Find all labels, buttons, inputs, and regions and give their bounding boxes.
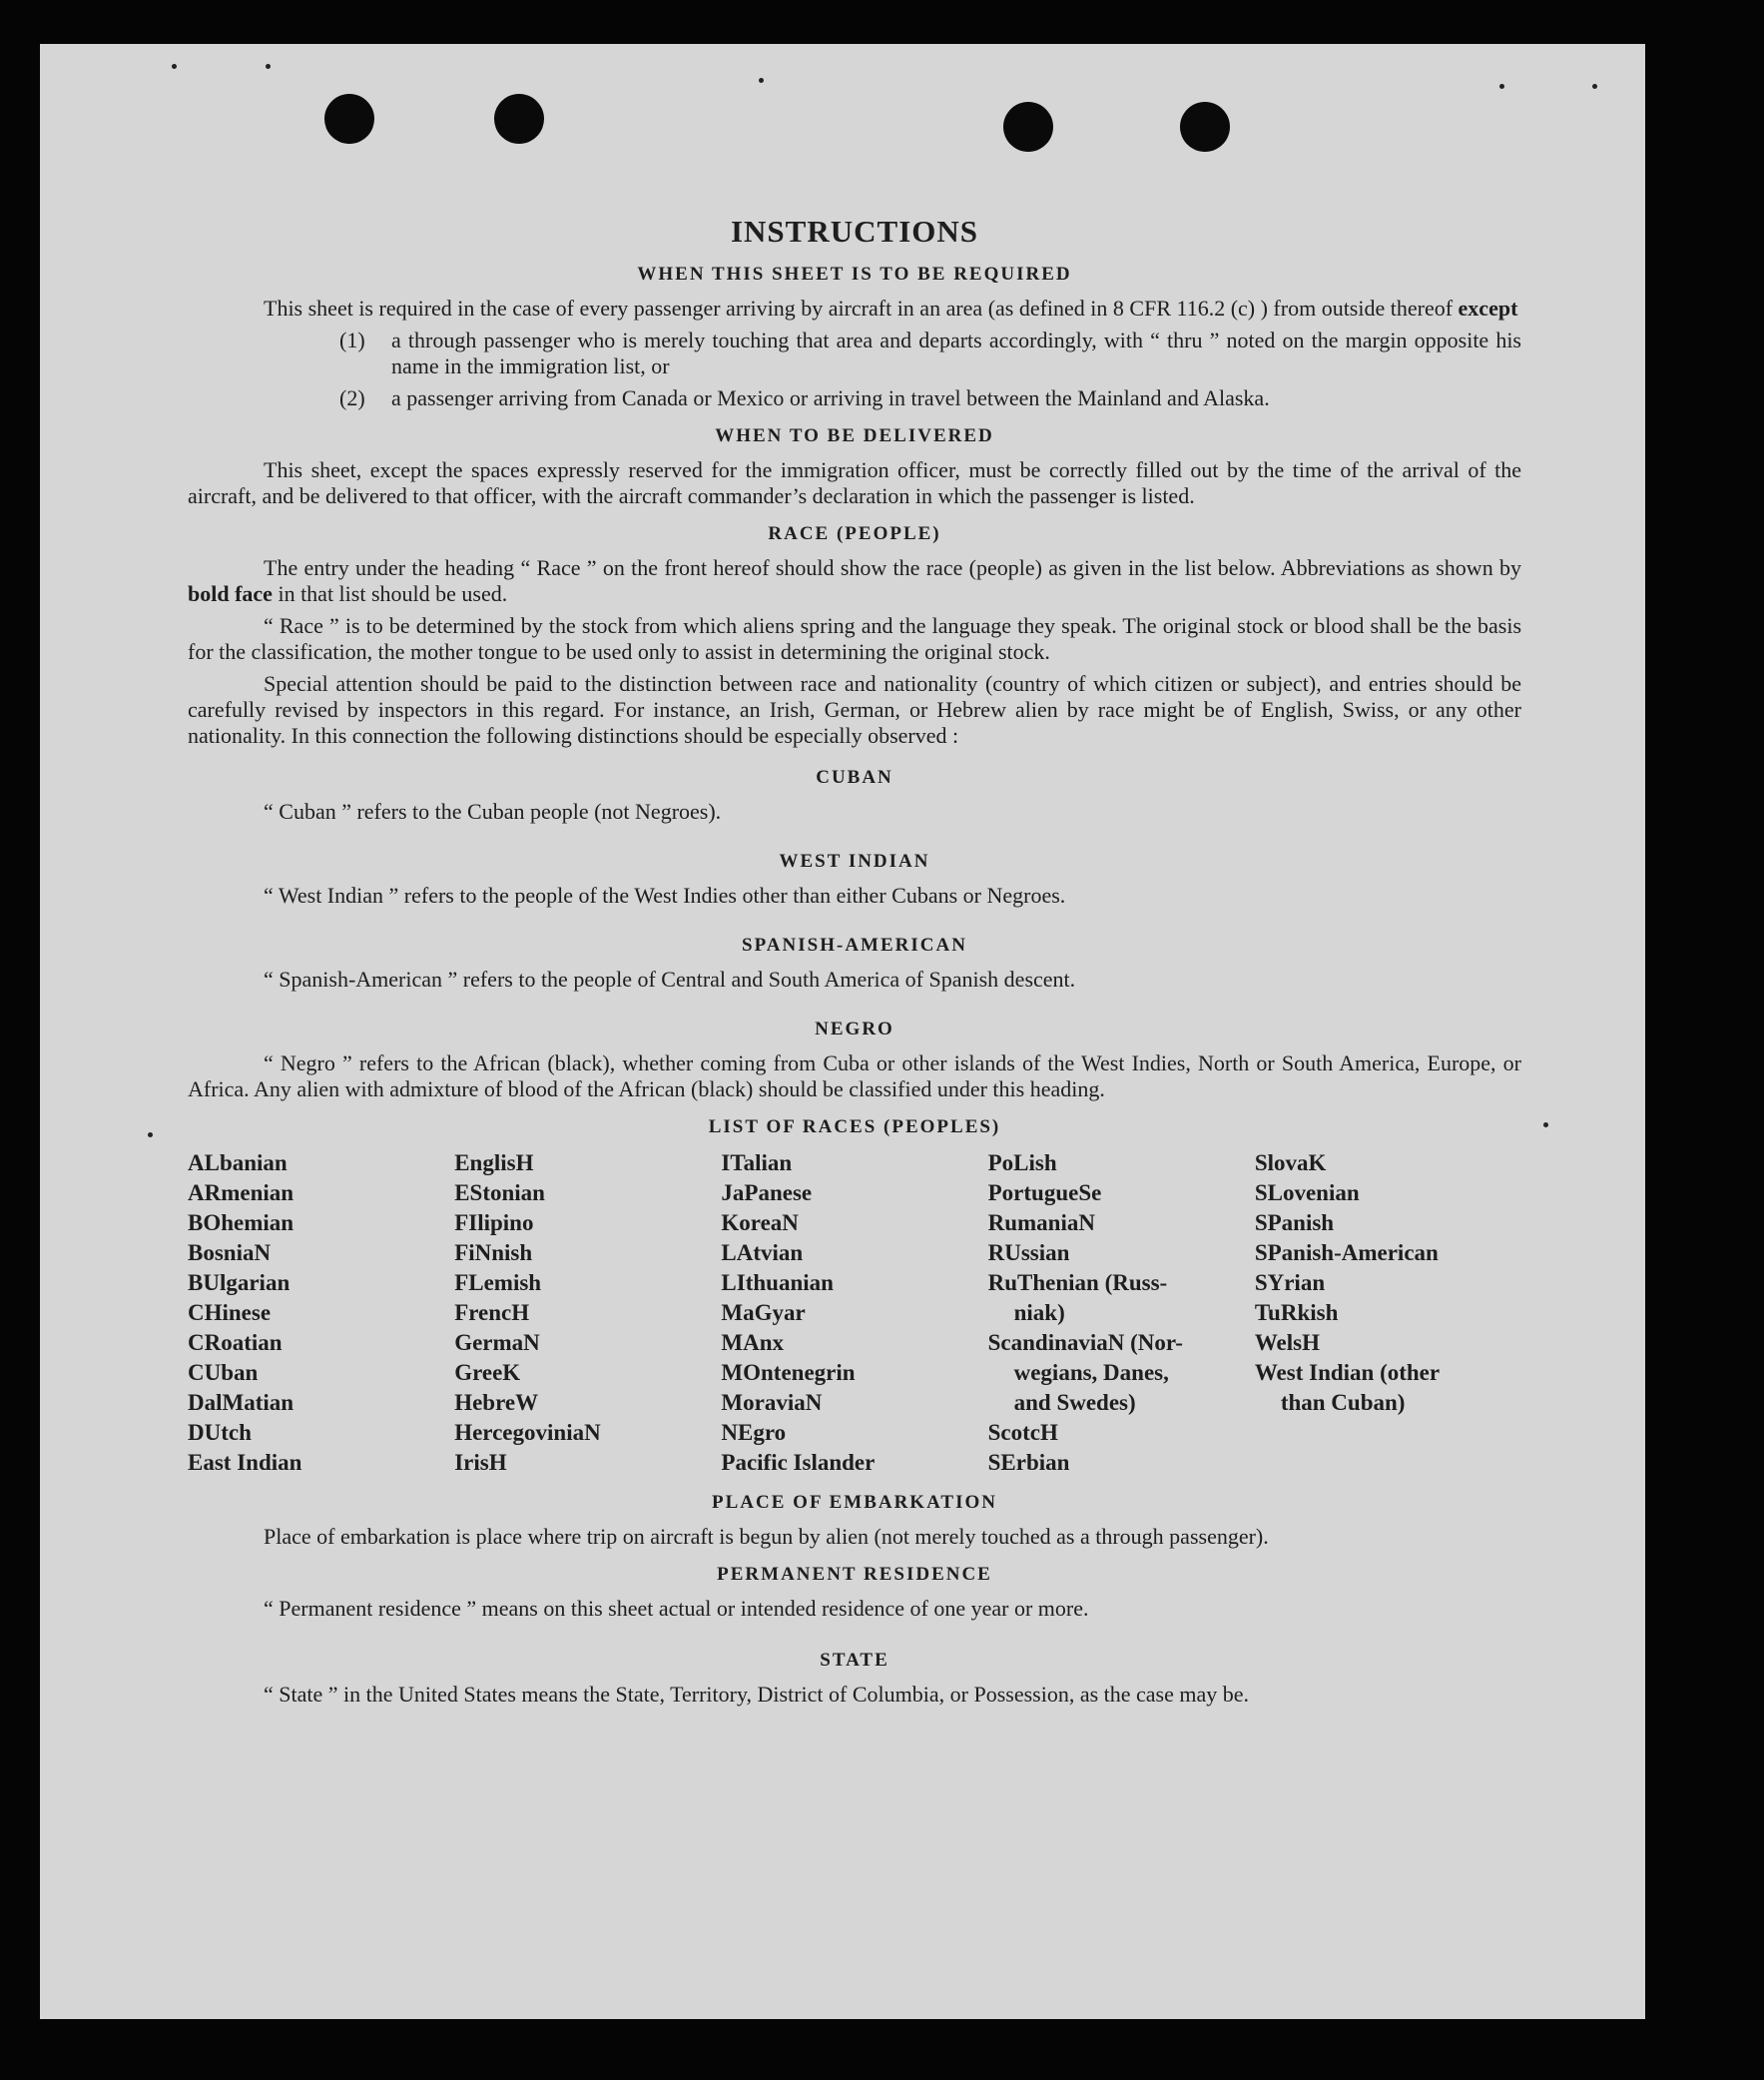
speck-mark	[1499, 84, 1504, 89]
instructions-content	[188, 170, 1521, 1708]
state-text: “ State ” in the United States means the State, Territory, District of Columbia, or Possession, as the case may be.	[264, 1682, 1250, 1707]
race-entry: DalMatian	[188, 1390, 294, 1415]
section-heading-when-required: WHEN THIS SHEET IS TO BE REQUIRED	[637, 264, 1072, 285]
section-heading-race: RACE (PEOPLE)	[768, 523, 941, 544]
punch-hole	[324, 94, 374, 144]
race-paragraph-2: “ Race ” is to be determined by the stock from which aliens spring and the language they speak. The original stock or blood shall be the basis for the classification, the mother tongue to be used only to assist in determining the original stock.	[188, 613, 1521, 664]
race-entry: niak)	[1013, 1300, 1065, 1325]
section-heading-spanish-american: SPANISH-AMERICAN	[742, 935, 967, 956]
race-entry: MoraviaN	[721, 1390, 823, 1415]
race-entry: SPanish-American	[1254, 1240, 1439, 1265]
race-entry: West Indian (other	[1254, 1360, 1441, 1385]
when-required-intro: This sheet is required in the case of every passenger arriving by aircraft in an area (as defined in 8 CFR 116.2 (c) ) from outside thereof	[264, 296, 1454, 321]
race-entry: IrisH	[454, 1450, 507, 1475]
race-entry: CUban	[188, 1360, 259, 1385]
race-entry: PortugueSe	[987, 1180, 1102, 1205]
race-entry: NEgro	[721, 1420, 787, 1445]
speck-mark	[759, 78, 764, 83]
exception-number: (2)	[339, 385, 365, 410]
race-column	[454, 1148, 721, 1478]
residence-text: “ Permanent residence ” means on this sheet actual or intended residence of one year or more.	[264, 1596, 1089, 1621]
race-entry: PoLish	[987, 1150, 1057, 1175]
race-entry: GreeK	[454, 1360, 521, 1385]
punch-hole	[1003, 102, 1053, 152]
section-heading-cuban: CUBAN	[816, 767, 893, 788]
race-entry: BUlgarian	[188, 1270, 291, 1295]
speck-mark	[266, 64, 271, 69]
race-entry: ScotcH	[987, 1420, 1058, 1445]
section-heading-west-indian: WEST INDIAN	[779, 851, 930, 872]
race-entry: EStonian	[454, 1180, 545, 1205]
race-entry: ScandinaviaN (Nor-	[987, 1330, 1183, 1355]
race-paragraph-1	[188, 555, 1521, 607]
race-entry: GermaN	[454, 1330, 540, 1355]
race-entry: and Swedes)	[1013, 1390, 1136, 1415]
race-entry: FIlipino	[454, 1210, 534, 1235]
race-column	[1255, 1148, 1521, 1478]
race-entry: BosniaN	[188, 1240, 272, 1265]
race-p1-tail: in that list should be used.	[278, 581, 508, 606]
race-entry: SErbian	[987, 1450, 1070, 1475]
race-entry: WelsH	[1254, 1330, 1320, 1355]
when-required-text	[188, 296, 1521, 322]
race-entry: ARmenian	[188, 1180, 294, 1205]
race-entry: CRoatian	[188, 1330, 283, 1355]
race-entry: RUssian	[987, 1240, 1070, 1265]
race-entry: HebreW	[454, 1390, 539, 1415]
bold-face-text: bold face	[188, 581, 273, 606]
section-heading-negro: NEGRO	[815, 1019, 894, 1040]
section-heading-race-list: LIST OF RACES (PEOPLES)	[708, 1116, 1001, 1137]
race-list	[188, 1148, 1521, 1478]
race-entry: KoreaN	[721, 1210, 799, 1235]
cuban-text: “ Cuban ” refers to the Cuban people (not Negroes).	[264, 799, 722, 824]
race-column	[188, 1148, 454, 1478]
race-entry: FLemish	[454, 1270, 542, 1295]
race-entry: MAnx	[721, 1330, 785, 1355]
race-entry: East Indian	[188, 1450, 302, 1475]
race-entry: FiNnish	[454, 1240, 533, 1265]
section-heading-embarkation: PLACE OF EMBARKATION	[712, 1492, 997, 1513]
race-entry: SPanish	[1254, 1210, 1335, 1235]
race-entry: SLovenian	[1254, 1180, 1360, 1205]
race-entry: JaPanese	[721, 1180, 813, 1205]
race-entry: ITalian	[721, 1150, 793, 1175]
race-entry: DUtch	[188, 1420, 252, 1445]
when-delivered-text: This sheet, except the spaces expressly reserved for the immigration officer, must be correctly filled out by the time of the arrival of the aircraft, and be delivered to that officer, with the aircraft commander’s declaration in which the passenger is listed.	[188, 457, 1521, 508]
punch-hole	[1180, 102, 1230, 152]
speck-mark	[172, 64, 177, 69]
race-entry: Pacific Islander	[721, 1450, 876, 1475]
speck-mark	[1543, 1122, 1548, 1127]
race-entry: RuThenian (Russ-	[987, 1270, 1168, 1295]
section-heading-when-delivered: WHEN TO BE DELIVERED	[715, 425, 994, 446]
negro-text: “ Negro ” refers to the African (black), whether coming from Cuba or other islands of the West Indies, North or South America, Europe, or Africa. Any alien with admixture of blood of the African (black) should be classified under this heading.	[188, 1050, 1521, 1101]
race-entry: than Cuban)	[1280, 1390, 1406, 1415]
race-entry: BOhemian	[188, 1210, 294, 1235]
page-title: INSTRUCTIONS	[730, 214, 978, 249]
race-entry: MaGyar	[721, 1300, 806, 1325]
except-bold: except	[1458, 296, 1518, 321]
section-heading-state: STATE	[820, 1650, 889, 1671]
exception-text: a passenger arriving from Canada or Mexico or arriving in travel between the Mainland and Alaska.	[391, 385, 1270, 410]
speck-mark	[148, 1132, 153, 1137]
race-p1-text: The entry under the heading “ Race ” on the front hereof should show the race (people) as given in the list below. Abbreviations as shown by	[264, 555, 1521, 580]
race-entry: TuRkish	[1254, 1300, 1339, 1325]
document-sheet	[40, 44, 1645, 2019]
race-entry: FrencH	[454, 1300, 530, 1325]
spanish-american-text: “ Spanish-American ” refers to the people of Central and South America of Spanish descent.	[264, 967, 1076, 992]
race-entry: RumaniaN	[987, 1210, 1095, 1235]
speck-mark	[1592, 84, 1597, 89]
race-entry: CHinese	[188, 1300, 272, 1325]
west-indian-text: “ West Indian ” refers to the people of the West Indies other than either Cubans or Negroes.	[264, 883, 1066, 908]
race-column	[721, 1148, 987, 1478]
race-entry: ALbanian	[188, 1150, 288, 1175]
race-entry: EnglisH	[454, 1150, 534, 1175]
embarkation-text: Place of embarkation is place where trip on aircraft is begun by alien (not merely touched as a through passenger).	[264, 1524, 1269, 1549]
race-entry: LAtvian	[721, 1240, 804, 1265]
exception-item	[339, 385, 1521, 411]
race-entry: SYrian	[1254, 1270, 1326, 1295]
exception-item	[339, 328, 1521, 379]
punch-hole	[494, 94, 544, 144]
exception-text: a through passenger who is merely touching that area and departs accordingly, with “ thru ” noted on the margin opposite his name in the immigration list, or	[391, 328, 1521, 378]
race-entry: wegians, Danes,	[1013, 1360, 1169, 1385]
exception-number: (1)	[339, 328, 365, 352]
race-entry: LIthuanian	[721, 1270, 834, 1295]
race-column	[988, 1148, 1255, 1478]
race-paragraph-3: Special attention should be paid to the distinction between race and nationality (country of which citizen or subject), and entries should be carefully revised by inspectors in this regard. For instance, an Irish, German, or Hebrew alien by race might be of English, Swiss, or any other nationality. In this connection the following distinctions should be especially observed :	[188, 671, 1521, 748]
race-entry: MOntenegrin	[721, 1360, 856, 1385]
race-entry: HercegoviniaN	[454, 1420, 601, 1445]
race-entry: SlovaK	[1254, 1150, 1327, 1175]
section-heading-residence: PERMANENT RESIDENCE	[717, 1564, 992, 1585]
